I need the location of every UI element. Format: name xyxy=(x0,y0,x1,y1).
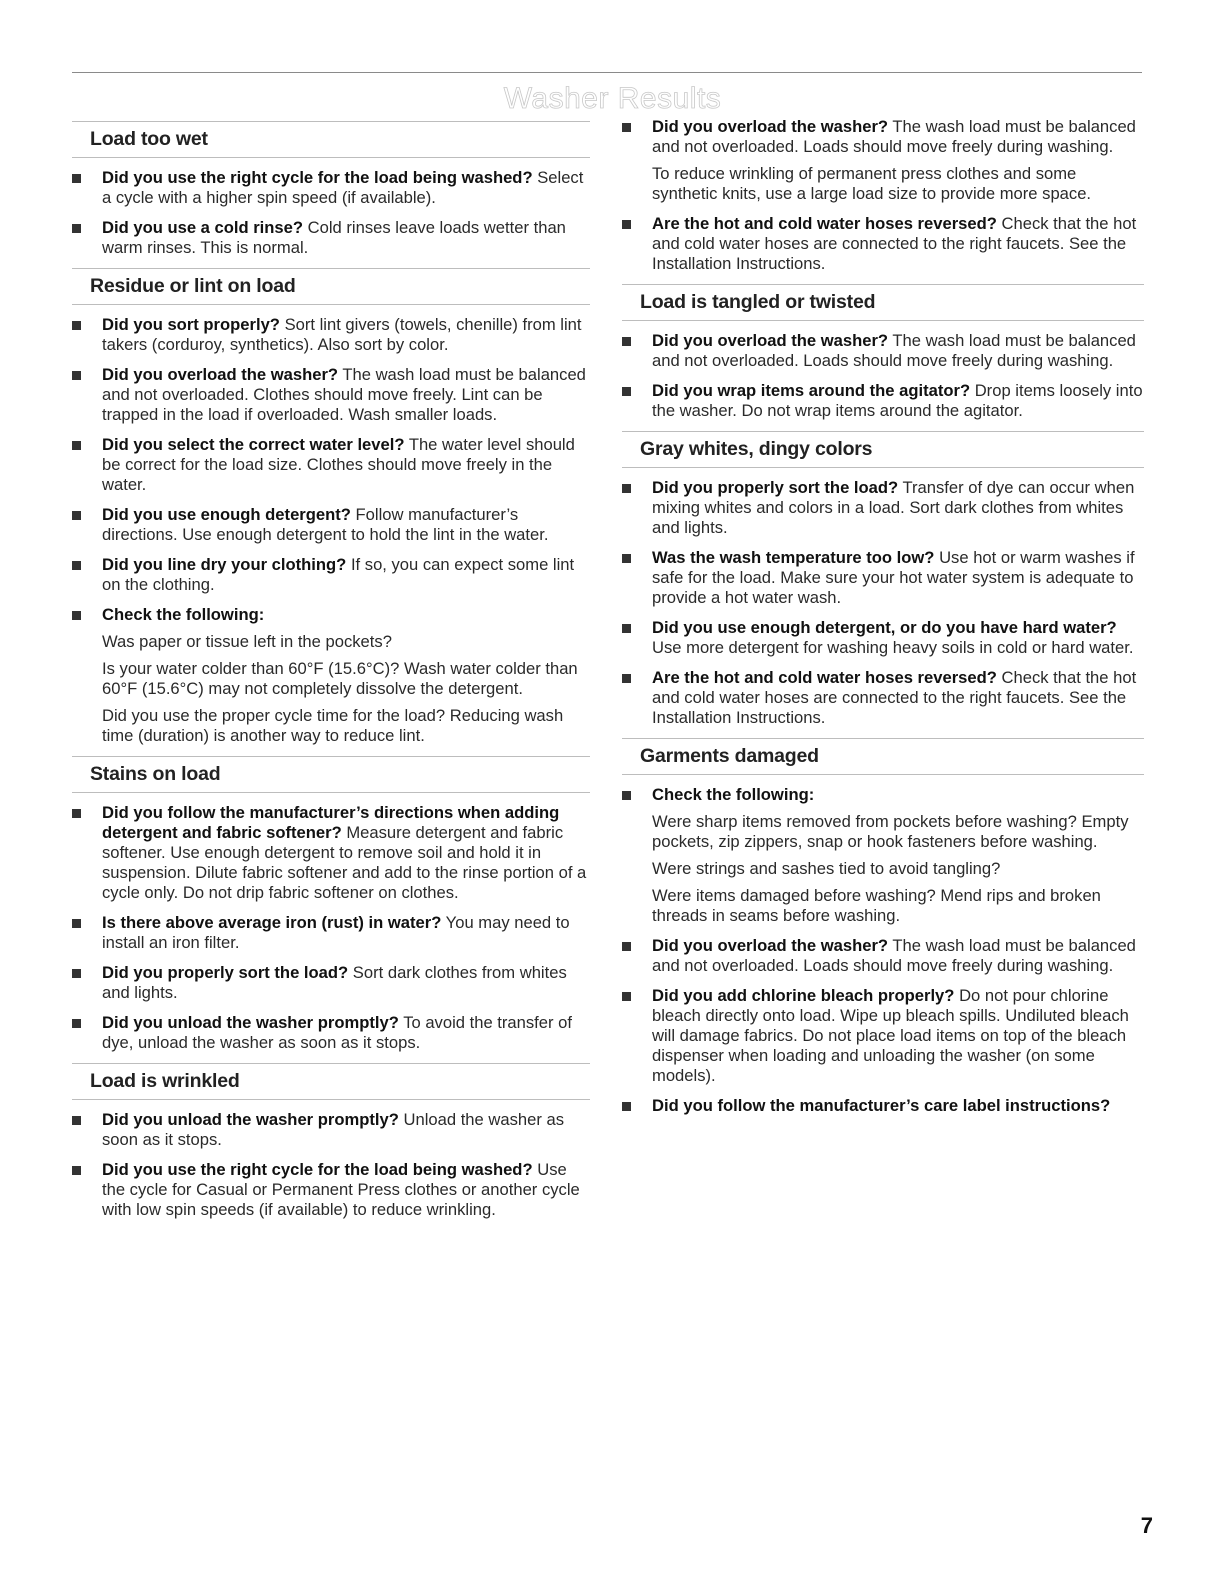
list-item xyxy=(622,214,1144,274)
sub-paragraph: Were items damaged before washing? Mend rips and broken threads in seams before washing. xyxy=(652,886,1101,925)
question: Did you use the right cycle for the load being washed? xyxy=(102,1160,533,1179)
square-bullet-icon xyxy=(72,1116,81,1125)
question: Are the hot and cold water hoses reversed? xyxy=(652,668,997,687)
question: Is there above average iron (rust) in water? xyxy=(102,913,442,932)
answer: You may need to install an iron filter. xyxy=(102,913,570,952)
list-item xyxy=(72,365,590,425)
section-garments-damaged xyxy=(622,738,1144,1116)
question: Was the wash temperature too low? xyxy=(652,548,935,567)
question: Check the following: xyxy=(652,785,815,804)
section-gray-whites xyxy=(622,431,1144,728)
square-bullet-icon xyxy=(72,371,81,380)
question: Did you overload the washer? xyxy=(652,936,889,955)
square-bullet-icon xyxy=(72,969,81,978)
answer: Sort dark clothes from whites and lights. xyxy=(102,963,567,1002)
square-bullet-icon xyxy=(622,1102,631,1111)
list-item xyxy=(72,1013,590,1053)
section-heading: Load too wet xyxy=(72,121,590,158)
square-bullet-icon xyxy=(622,337,631,346)
answer: Sort lint givers (towels, chenille) from lint takers (corduroy, synthetics). Also sort by color. xyxy=(102,315,582,354)
section-heading: Residue or lint on load xyxy=(72,268,590,305)
square-bullet-icon xyxy=(72,511,81,520)
list-item xyxy=(622,785,1144,805)
answer: Measure detergent and fabric softener. Use enough detergent to remove soil and hold it in suspension. Dilute fabric softener and add to the rinse portion of a cycle only. Do not drip fabric softener on clothes. xyxy=(102,823,587,902)
list-item xyxy=(622,668,1144,728)
list-item xyxy=(622,117,1144,157)
list-item xyxy=(72,555,590,595)
list-item xyxy=(622,548,1144,608)
square-bullet-icon xyxy=(622,123,631,132)
section-heading: Load is wrinkled xyxy=(72,1063,590,1100)
list-item xyxy=(622,618,1144,658)
square-bullet-icon xyxy=(72,561,81,570)
square-bullet-icon xyxy=(72,1019,81,1028)
square-bullet-icon xyxy=(622,220,631,229)
question: Did you use enough detergent? xyxy=(102,505,351,524)
square-bullet-icon xyxy=(622,942,631,951)
section-heading: Gray whites, dingy colors xyxy=(622,431,1144,468)
square-bullet-icon xyxy=(622,674,631,683)
question: Did you overload the washer? xyxy=(652,331,889,350)
question: Did you follow the manufacturer’s directions when adding detergent and fabric softener? xyxy=(102,803,560,842)
section-heading: Garments damaged xyxy=(622,738,1144,775)
square-bullet-icon xyxy=(622,484,631,493)
top-rule xyxy=(72,72,1142,73)
question: Did you properly sort the load? xyxy=(102,963,349,982)
right-column xyxy=(622,117,1144,1126)
answer: Check that the hot and cold water hoses are connected to the right faucets. See the Installation Instructions. xyxy=(652,668,1137,727)
list-item xyxy=(622,1096,1144,1116)
answer: The water level should be correct for the load size. Clothes should move freely in the water. xyxy=(102,435,575,494)
list-item xyxy=(72,505,590,545)
question: Did you sort properly? xyxy=(102,315,280,334)
answer: Use hot or warm washes if safe for the load. Make sure your hot water system is adequate to provide a hot water wash. xyxy=(652,548,1135,607)
answer: If so, you can expect some lint on the clothing. xyxy=(102,555,575,594)
page-number: 7 xyxy=(1140,1513,1153,1538)
question: Did you select the correct water level? xyxy=(102,435,405,454)
square-bullet-icon xyxy=(622,992,631,1001)
section-continued xyxy=(622,117,1144,274)
sub-paragraph: Was paper or tissue left in the pockets? xyxy=(102,632,392,651)
square-bullet-icon xyxy=(622,554,631,563)
square-bullet-icon xyxy=(72,809,81,818)
question: Did you wrap items around the agitator? xyxy=(652,381,971,400)
answer: Unload the washer as soon as it stops. xyxy=(102,1110,565,1149)
list-item xyxy=(72,913,590,953)
square-bullet-icon xyxy=(72,919,81,928)
section-heading: Load is tangled or twisted xyxy=(622,284,1144,321)
question: Did you use enough detergent, or do you have hard water? xyxy=(652,618,1117,637)
sub-paragraph: Were strings and sashes tied to avoid tangling? xyxy=(652,859,1001,878)
square-bullet-icon xyxy=(72,174,81,183)
answer: The wash load must be balanced and not overloaded. Loads should move freely during washing. xyxy=(652,331,1136,370)
question: Did you properly sort the load? xyxy=(652,478,899,497)
list-item xyxy=(72,605,590,625)
square-bullet-icon xyxy=(622,791,631,800)
section-stains-on-load xyxy=(72,756,590,1053)
list-item xyxy=(622,478,1144,538)
section-heading: Stains on load xyxy=(72,756,590,793)
answer: Use the cycle for Casual or Permanent Press clothes or another cycle with low spin speeds (if available) to reduce wrinkling. xyxy=(102,1160,580,1219)
list-item xyxy=(72,963,590,1003)
question: Did you use the right cycle for the load being washed? xyxy=(102,168,533,187)
square-bullet-icon xyxy=(72,611,81,620)
list-item xyxy=(622,381,1144,421)
list-item xyxy=(72,218,590,258)
answer: The wash load must be balanced and not overloaded. Loads should move freely during washing. xyxy=(652,117,1136,156)
answer: To avoid the transfer of dye, unload the washer as soon as it stops. xyxy=(102,1013,572,1052)
question: Did you overload the washer? xyxy=(102,365,339,384)
list-item xyxy=(622,331,1144,371)
answer: Drop items loosely into the washer. Do not wrap items around the agitator. xyxy=(652,381,1143,420)
question: Did you unload the washer promptly? xyxy=(102,1013,399,1032)
square-bullet-icon xyxy=(72,1166,81,1175)
question: Did you unload the washer promptly? xyxy=(102,1110,399,1129)
question: Did you add chlorine bleach properly? xyxy=(652,986,955,1005)
question: Are the hot and cold water hoses reversed? xyxy=(652,214,997,233)
answer: Check that the hot and cold water hoses are connected to the right faucets. See the Installation Instructions. xyxy=(652,214,1137,273)
sub-paragraph: Is your water colder than 60°F (15.6°C)? Wash water colder than 60°F (15.6°C) may not completely dissolve the detergent. xyxy=(102,659,578,698)
sub-paragraph: To reduce wrinkling of permanent press clothes and some synthetic knits, use a large load size to provide more space. xyxy=(652,164,1092,203)
list-item xyxy=(72,1110,590,1150)
square-bullet-icon xyxy=(622,387,631,396)
square-bullet-icon xyxy=(622,624,631,633)
list-item xyxy=(72,435,590,495)
sub-paragraph: Were sharp items removed from pockets before washing? Empty pockets, zip zippers, snap or hook fasteners before washing. xyxy=(652,812,1129,851)
square-bullet-icon xyxy=(72,441,81,450)
answer: The wash load must be balanced and not overloaded. Loads should move freely during washing. xyxy=(652,936,1136,975)
question: Check the following: xyxy=(102,605,265,624)
question: Did you follow the manufacturer’s care label instructions? xyxy=(652,1096,1111,1115)
list-item xyxy=(622,936,1144,976)
answer: Follow manufacturer’s directions. Use enough detergent to hold the lint in the water. xyxy=(102,505,549,544)
list-item xyxy=(72,803,590,903)
list-item xyxy=(622,986,1144,1086)
answer: Do not pour chlorine bleach directly onto load. Wipe up bleach spills. Undiluted bleach will damage fabrics. Do not place load items on top of the bleach dispenser when loading and unloading the washer (on some models). xyxy=(652,986,1129,1085)
answer: Select a cycle with a higher spin speed (if available). xyxy=(102,168,584,207)
square-bullet-icon xyxy=(72,224,81,233)
list-item xyxy=(72,315,590,355)
square-bullet-icon xyxy=(72,321,81,330)
section-load-too-wet xyxy=(72,121,590,258)
question: Did you line dry your clothing? xyxy=(102,555,347,574)
question: Did you overload the washer? xyxy=(652,117,889,136)
question: Did you use a cold rinse? xyxy=(102,218,304,237)
answer: Cold rinses leave loads wetter than warm rinses. This is normal. xyxy=(102,218,566,257)
section-residue-or-lint xyxy=(72,268,590,746)
answer: The wash load must be balanced and not overloaded. Clothes should move freely. Lint can be trapped in the load if overloaded. Wash smaller loads. xyxy=(102,365,586,424)
left-column xyxy=(72,117,590,1230)
list-item xyxy=(72,168,590,208)
section-tangled-or-twisted xyxy=(622,284,1144,421)
list-item xyxy=(72,1160,590,1220)
answer: Use more detergent for washing heavy soils in cold or hard water. xyxy=(652,638,1134,657)
section-load-is-wrinkled xyxy=(72,1063,590,1220)
answer: Transfer of dye can occur when mixing whites and colors in a load. Sort dark clothes from whites and lights. xyxy=(652,478,1135,537)
sub-paragraph: Did you use the proper cycle time for the load? Reducing wash time (duration) is another way to reduce lint. xyxy=(102,706,564,745)
page-title: Washer Results xyxy=(503,82,722,115)
